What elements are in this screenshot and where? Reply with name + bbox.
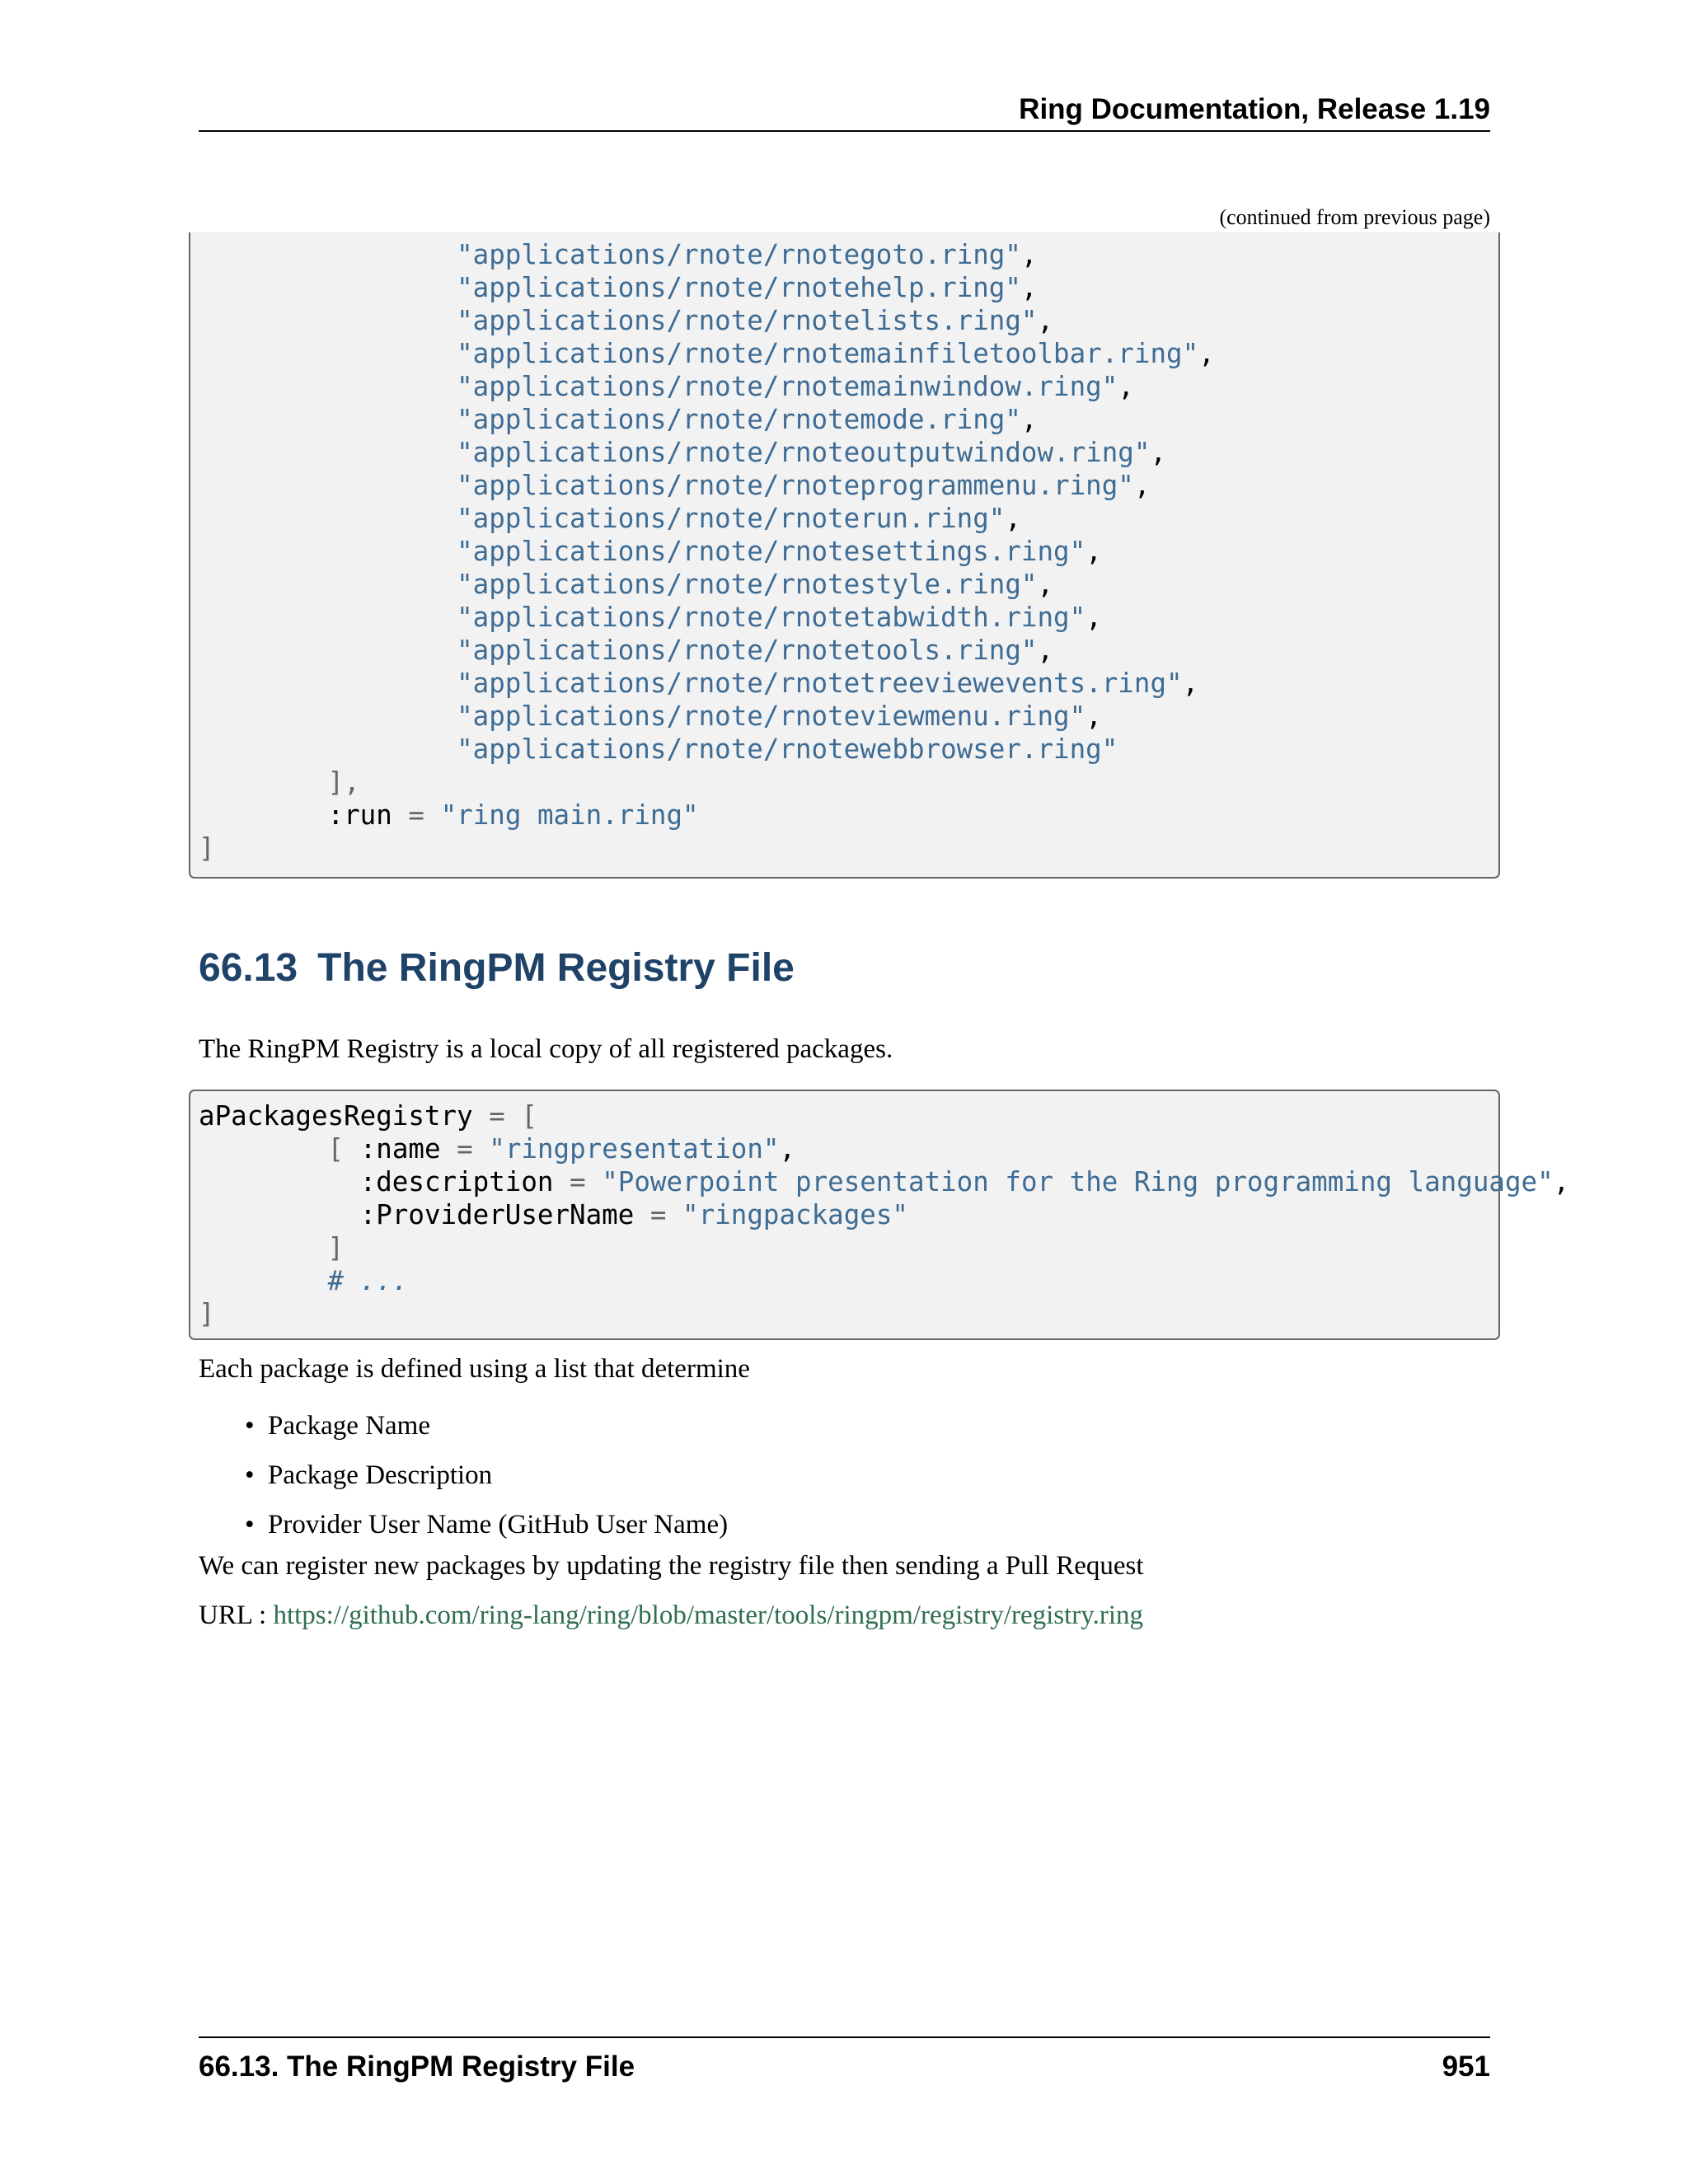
list-item bbox=[199, 1459, 728, 1508]
list-intro-paragraph: Each package is defined using a list that determine bbox=[199, 1354, 750, 1384]
package-fields-list bbox=[199, 1409, 728, 1558]
run-value: "ring main.ring" bbox=[440, 799, 699, 831]
section-number: 66.13 bbox=[199, 946, 298, 990]
continued-note: (continued from previous page) bbox=[1219, 205, 1490, 229]
inner-close-bracket: ] bbox=[327, 1232, 345, 1263]
name-value: "ringpresentation" bbox=[489, 1133, 780, 1165]
bullet-icon: • bbox=[245, 1411, 255, 1441]
file-entry: "applications/rnote/rnoteviewmenu.ring" bbox=[457, 701, 1086, 732]
file-entry: "applications/rnote/rnotelists.ring" bbox=[457, 305, 1038, 336]
close-bracket: ] bbox=[199, 1298, 215, 1329]
equals-sign: = bbox=[489, 1100, 505, 1132]
file-entry: "applications/rnote/rnotemainwindow.ring" bbox=[457, 371, 1118, 402]
file-entry: "applications/rnote/rnotestyle.ring" bbox=[457, 569, 1038, 600]
intro-paragraph: The RingPM Registry is a local copy of all registered packages. bbox=[199, 1034, 893, 1064]
equals-sign: = bbox=[457, 1133, 473, 1165]
provider-value: "ringpackages" bbox=[682, 1199, 908, 1230]
file-entry: "applications/rnote/rnoterun.ring" bbox=[457, 503, 1006, 534]
file-entry: "applications/rnote/rnoteprogrammenu.ring" bbox=[457, 470, 1134, 501]
file-entry: "applications/rnote/rnotesettings.ring" bbox=[457, 536, 1086, 567]
file-entry: "applications/rnote/rnotewebbrowser.ring" bbox=[457, 733, 1118, 765]
description-key: :description bbox=[359, 1166, 554, 1197]
section-title: The RingPM Registry File bbox=[317, 946, 795, 990]
page-header bbox=[199, 92, 1490, 132]
name-key: :name bbox=[359, 1133, 441, 1165]
registry-var: aPackagesRegistry bbox=[199, 1100, 473, 1132]
registry-url-link[interactable]: https://github.com/ring-lang/ring/blob/master/tools/ringpm/registry/registry.ring bbox=[273, 1601, 1144, 1630]
list-item-text: Provider User Name (GitHub User Name) bbox=[268, 1510, 729, 1540]
file-entry: "applications/rnote/rnotemode.ring" bbox=[457, 404, 1021, 435]
page-footer bbox=[199, 2036, 1490, 2083]
page-number: 951 bbox=[1442, 2050, 1490, 2083]
file-entry: "applications/rnote/rnotehelp.ring" bbox=[457, 272, 1021, 303]
file-entry: "applications/rnote/rnoteoutputwindow.ring" bbox=[457, 437, 1151, 468]
bullet-icon: • bbox=[245, 1510, 255, 1540]
file-entry: "applications/rnote/rnotetabwidth.ring" bbox=[457, 602, 1086, 633]
list-item bbox=[199, 1409, 728, 1459]
file-entry: "applications/rnote/rnotetreeviewevents.ring" bbox=[457, 668, 1183, 699]
run-equals: = bbox=[408, 799, 424, 831]
description-value: "Powerpoint presentation for the Ring programming language" bbox=[602, 1166, 1554, 1197]
code-comment: # ... bbox=[327, 1265, 409, 1296]
inner-open-bracket: [ bbox=[327, 1133, 345, 1165]
file-entry: "applications/rnote/rnotegoto.ring" bbox=[457, 239, 1021, 270]
list-item-text: Package Name bbox=[268, 1411, 430, 1441]
list-item-text: Package Description bbox=[268, 1460, 493, 1490]
code-block-registry: aPackagesRegistry = [ [ :name = "ringpresentation", :description = "Powerpoint presentation for the Ring programming language", :ProviderUserName = "ringpackages" ] # ... ] bbox=[189, 1090, 1500, 1340]
bullet-icon: • bbox=[245, 1460, 255, 1490]
run-key: :run bbox=[327, 799, 392, 831]
file-entry: "applications/rnote/rnotetools.ring" bbox=[457, 635, 1038, 666]
file-entry: "applications/rnote/rnotemainfiletoolbar.ring" bbox=[457, 338, 1199, 369]
code-block-package-files: "applications/rnote/rnotegoto.ring", "applications/rnote/rnotehelp.ring", "applications/rnote/rnotelists.ring", "applications/rnote/rnotemainfiletoolbar.ring", "applications/rnote/rnotemainwindow.ring", "applications/rnote/rnotemode.ring", "applications/rnote/rnoteoutputwindow.ring", "applications/rnote/rnoteprogrammenu.ring", "applications/rnote/rnoterun.ring", "applications/rnote/rnotesettings.ring", "applications/rnote/rnotestyle.ring", "applications/rnote/rnotetabwidth.ring", "applications/rnote/rnotetools.ring", "applications/rnote/rnotetreeviewevents.ring", "applications/rnote/rnoteviewmenu.ring", "applications/rnote/rnotewebbrowser.ring" ], :run = "ring main.ring" ] bbox=[189, 232, 1500, 879]
equals-sign: = bbox=[570, 1166, 586, 1197]
footer-section: 66.13. The RingPM Registry File bbox=[199, 2050, 635, 2083]
document-title: Ring Documentation, Release 1.19 bbox=[1019, 93, 1490, 125]
url-paragraph bbox=[199, 1599, 1143, 1632]
equals-sign: = bbox=[649, 1199, 667, 1230]
register-paragraph: We can register new packages by updating the registry file then sending a Pull Request bbox=[199, 1551, 1144, 1581]
provider-key: :ProviderUserName bbox=[359, 1199, 635, 1230]
url-label: URL : bbox=[199, 1601, 267, 1630]
section-heading bbox=[199, 944, 795, 993]
close-bracket: ] bbox=[199, 832, 215, 864]
close-list: ], bbox=[327, 766, 360, 798]
open-bracket: [ bbox=[521, 1100, 537, 1132]
